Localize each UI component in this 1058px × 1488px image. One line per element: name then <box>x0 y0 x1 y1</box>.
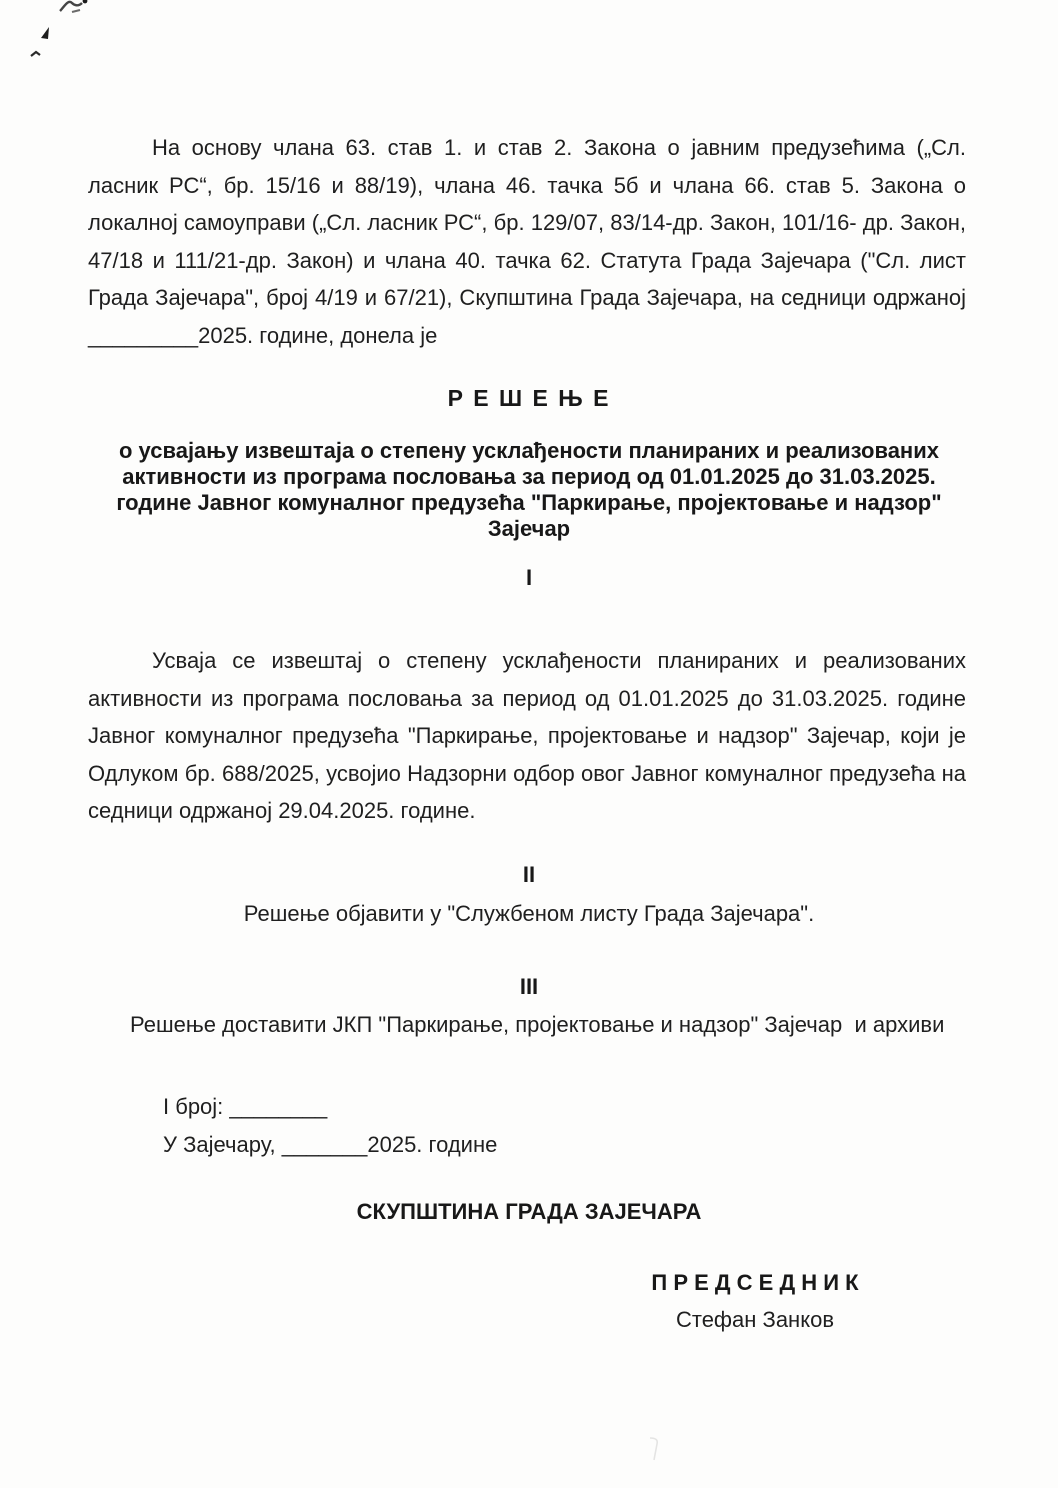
section-1-line: Одлуком бр. 688/2025, усвојио Надзорни одбор овог Јавног комуналног предузећа на <box>88 760 966 786</box>
subtitle-line: активности из програма пословања за период од 01.01.2025 до 31.03.2025. <box>122 464 936 489</box>
intro-line-date-blank: _________2025. године, донела је <box>88 322 438 348</box>
document-number-line: I број: ________ <box>163 1094 328 1119</box>
subtitle-line: Зајечар <box>487 516 571 541</box>
section-1-line: седници одржаној 29.04.2025. године. <box>88 798 476 824</box>
section-numeral-3: III <box>519 974 539 999</box>
section-1-line: Усваја се извештај о степену усклађености планираних и реализованих <box>152 648 966 673</box>
section-2-text: Решење објавити у "Службеном листу Града Зајечара". <box>243 901 815 926</box>
intro-paragraph <box>88 129 966 355</box>
signature-block <box>555 1268 955 1335</box>
section-3-text: Решење доставити ЈКП "Паркирање, пројектовање и надзор" Зајечар и архиви <box>130 1012 945 1037</box>
assembly-name: СКУПШТИНА ГРАДА ЗАЈЕЧАРА <box>356 1199 702 1224</box>
section-numeral-1: I <box>525 565 533 590</box>
intro-line: ласник РС“, бр. 15/16 и 88/19), члана 46. тачка 5б и члана 66. став 5. Закона о <box>88 172 966 198</box>
president-title: П Р Е Д С Е Д Н И К <box>651 1270 859 1295</box>
faint-scan-mark <box>648 1436 662 1462</box>
intro-line: локалној самоуправи („Сл. ласник РС“, бр. 129/07, 83/14-др. Закон, 101/16- др. Закон, <box>88 210 966 236</box>
subtitle-line: о усвајању извештаја о степену усклађености планираних и реализованих <box>119 438 939 463</box>
place-date-line: У Зајечару, _______2025. године <box>163 1132 498 1157</box>
president-name: Стефан Занков <box>675 1307 835 1332</box>
document-title: Р Е Ш Е Њ Е <box>447 385 611 411</box>
ink-triangle-mark <box>40 27 52 41</box>
section-numeral-2: II <box>522 862 536 887</box>
intro-line: 47/18 и 111/21-др. Закон) и члана 40. тачка 62. Статута Града Зајечара ("Сл. лист <box>88 247 966 273</box>
ink-dot-mark <box>30 50 42 59</box>
section-1-paragraph <box>88 642 966 830</box>
intro-line: Града Зајечара", број 4/19 и 67/21), Скупштина Града Зајечара, на седници одржаној <box>88 285 966 311</box>
section-1-line: Јавног комуналног предузећа "Паркирање, пројектовање и надзор" Зајечар, који је <box>88 723 966 749</box>
subtitle-line: године Јавног комуналног предузећа "Паркирање, пројектовање и надзор" <box>116 490 942 515</box>
document-subtitle <box>88 438 970 542</box>
ink-smudge-top <box>58 0 94 17</box>
intro-line: На основу члана 63. став 1. и став 2. Закона о јавним предузећима („Сл. <box>152 135 966 160</box>
section-1-line: активности из програма пословања за период од 01.01.2025 до 31.03.2025. године <box>88 685 966 711</box>
